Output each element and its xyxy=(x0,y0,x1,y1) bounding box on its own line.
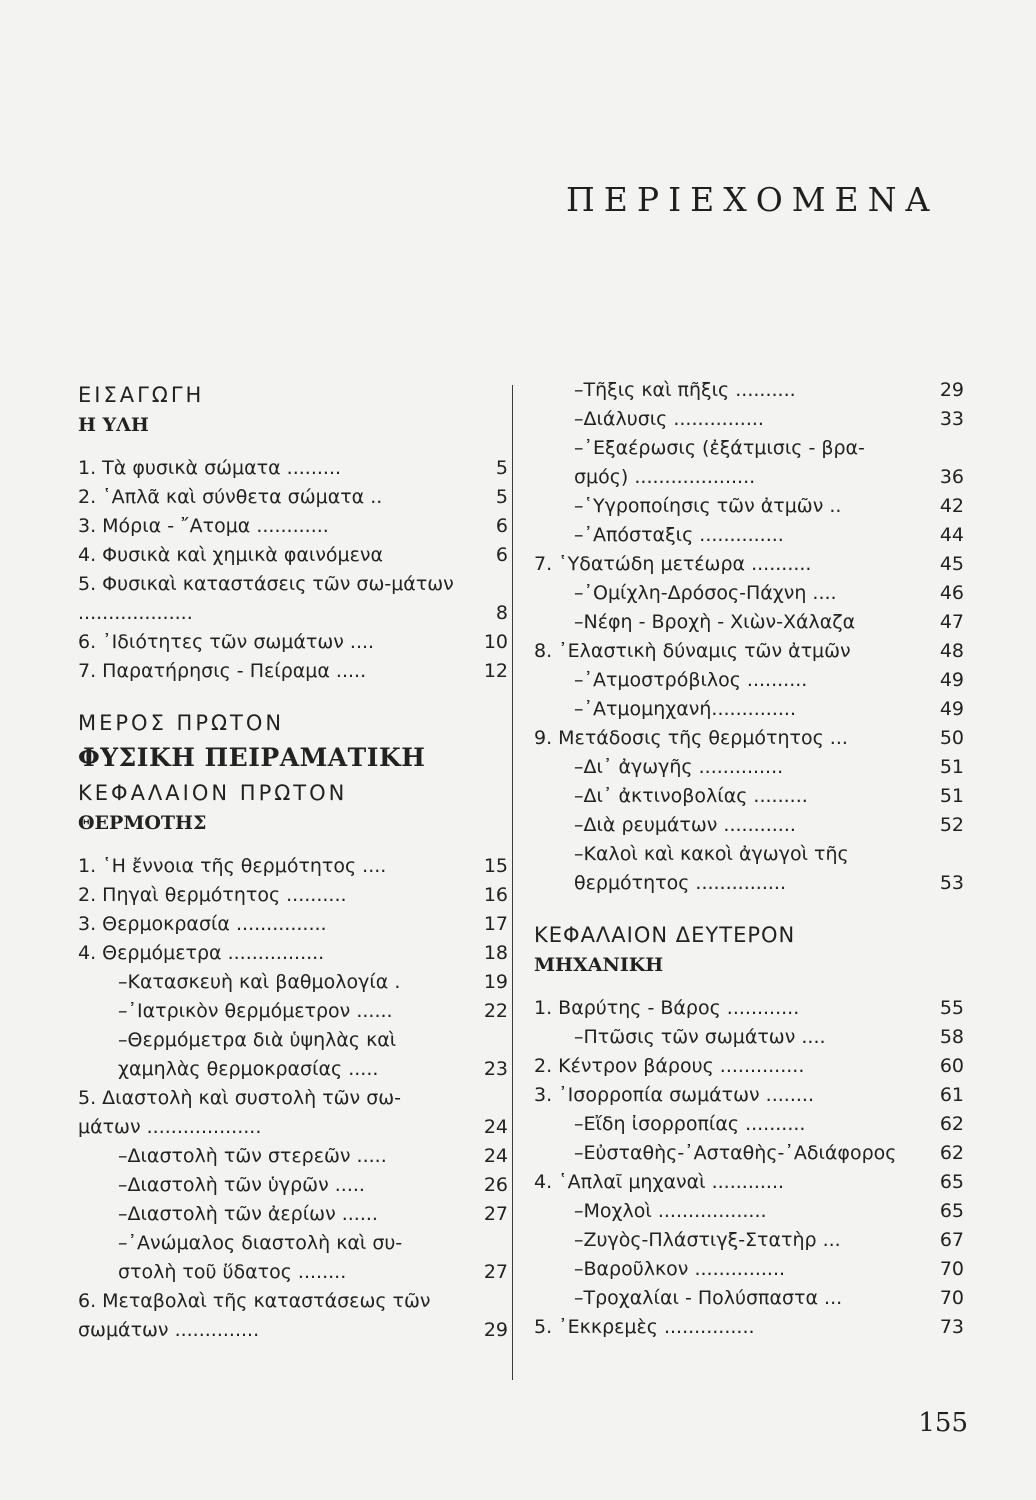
toc-entry-page: 36 xyxy=(939,466,964,488)
intro-subheading: Η ΥΛΗ xyxy=(78,414,149,436)
toc-entry-page: 5 xyxy=(495,486,508,508)
toc-entry xyxy=(534,840,964,898)
toc-entry xyxy=(78,939,508,968)
toc-entry xyxy=(78,1287,508,1345)
toc-entry xyxy=(534,1052,964,1081)
toc-entry-label: –Διαστολὴ τῶν στερεῶν ..... xyxy=(118,1145,387,1167)
toc-entry-label: 6. ᾿Ιδιότητες τῶν σωμάτων .... xyxy=(78,631,375,653)
toc-entry xyxy=(534,492,964,521)
toc-entry xyxy=(534,1110,964,1139)
toc-entry-page: 23 xyxy=(483,1058,508,1080)
toc-entry-page: 27 xyxy=(483,1261,508,1283)
toc-entry-page: 24 xyxy=(483,1145,508,1167)
toc-entry-page: 44 xyxy=(939,524,964,546)
toc-entry xyxy=(534,1255,964,1284)
toc-entry xyxy=(78,1026,508,1084)
page-number: 155 xyxy=(918,1408,968,1438)
toc-entry xyxy=(534,994,964,1023)
toc-entry xyxy=(78,1171,508,1200)
toc-entry-label: 2. Πηγαὶ θερμότητος .......... xyxy=(78,884,347,906)
toc-entry xyxy=(78,1229,508,1287)
toc-entry xyxy=(78,512,508,541)
toc-entry-page: 6 xyxy=(495,515,508,537)
toc-entry-page: 51 xyxy=(939,756,964,778)
toc-entry xyxy=(534,1313,964,1342)
toc-entry-page: 49 xyxy=(939,669,964,691)
toc-entry-label: 8. ᾿Ελαστικὴ δύναμις τῶν ἀτμῶν xyxy=(534,640,851,662)
toc-entry-label: 2. Κέντρον βάρους .............. xyxy=(534,1055,805,1077)
toc-entry-label: 4. ῾Απλαῖ μηχαναὶ ............ xyxy=(534,1171,785,1193)
toc-entry-page: 67 xyxy=(939,1229,964,1251)
toc-entry xyxy=(534,1139,964,1168)
toc-entry xyxy=(78,968,508,997)
toc-entry xyxy=(78,997,508,1026)
toc-entry-label: –Μοχλοὶ .................. xyxy=(574,1200,767,1222)
toc-entry-label: –Τροχαλίαι - Πολύσπαστα ... xyxy=(574,1287,843,1309)
toc-entry-label: 1. Τὰ φυσικὰ σώματα ......... xyxy=(78,457,342,479)
toc-entry xyxy=(78,1142,508,1171)
toc-entry-page: 8 xyxy=(495,602,508,624)
toc-entry-page: 22 xyxy=(483,1000,508,1022)
toc-entry xyxy=(534,376,964,405)
part-heading: ΜΕΡΟΣ ΠΡΩΤΟΝ xyxy=(78,711,285,735)
toc-entry-label: –᾿Ατμομηχανή.............. xyxy=(574,698,796,720)
left-column xyxy=(78,380,508,1345)
toc-entry xyxy=(78,1084,508,1142)
toc-entry-label: –Δι᾿ ἀκτινοβολίας ......... xyxy=(574,785,808,807)
toc-entry xyxy=(534,550,964,579)
toc-entry-page: 16 xyxy=(483,884,508,906)
toc-entry xyxy=(534,637,964,666)
toc-entry-page: 58 xyxy=(939,1026,964,1048)
right-column xyxy=(534,376,964,1342)
toc-entry-label: –Διάλυσις ............... xyxy=(574,408,764,430)
toc-entry-page: 55 xyxy=(939,997,964,1019)
toc-entry xyxy=(534,1197,964,1226)
toc-entry-page: 73 xyxy=(939,1316,964,1338)
toc-entry-label: 4. Φυσικὰ καὶ χημικὰ φαινόμενα xyxy=(78,544,384,566)
toc-entry-page: 29 xyxy=(939,379,964,401)
toc-entry-label: –Διαστολὴ τῶν ἀερίων ...... xyxy=(118,1203,378,1225)
toc-entry-page: 27 xyxy=(483,1203,508,1225)
toc-entry-page: 53 xyxy=(939,872,964,894)
toc-entry-page: 65 xyxy=(939,1171,964,1193)
toc-entry-page: 47 xyxy=(939,611,964,633)
toc-entry-page: 61 xyxy=(939,1084,964,1106)
toc-entry-label: 5. ᾿Εκκρεμὲς ............... xyxy=(534,1316,755,1338)
chapter-title: ΘΕΡΜΟΤΗΣ xyxy=(78,812,207,834)
toc-entry xyxy=(78,628,508,657)
toc-entry-label: 5. Φυσικαὶ καταστάσεις τῶν σω-μάτων ................... xyxy=(78,573,454,624)
toc-entry xyxy=(78,570,508,628)
toc-entry-label: 6. Μεταβολαὶ τῆς καταστάσεως τῶν σωμάτων .............. xyxy=(78,1290,431,1341)
toc-entry-label: 2. ῾Απλᾶ καὶ σύνθετα σώματα .. xyxy=(78,486,383,508)
toc-entry-label: –Δι᾿ ἀγωγῆς .............. xyxy=(574,756,784,778)
toc-entry-label: –Διὰ ρευμάτων ............ xyxy=(574,814,796,836)
toc-entry xyxy=(534,1226,964,1255)
toc-entry-label: –᾿Απόσταξις .............. xyxy=(574,524,784,546)
toc-entry-page: 60 xyxy=(939,1055,964,1077)
toc-entry-label: –Νέφη - Βροχὴ - Χιὼν-Χάλαζα xyxy=(574,611,856,633)
toc-entry-page: 65 xyxy=(939,1200,964,1222)
toc-entry-label: –Εἴδη ἰσορροπίας .......... xyxy=(574,1113,806,1135)
toc-entry-label: –Διαστολὴ τῶν ὑγρῶν ..... xyxy=(118,1174,365,1196)
toc-entry xyxy=(534,1284,964,1313)
toc-entry-label: –᾿Ιατρικὸν θερμόμετρον ...... xyxy=(118,1000,393,1022)
toc-entry xyxy=(78,910,508,939)
toc-entry-label: –Κατασκευὴ καὶ βαθμολογία . xyxy=(118,971,401,993)
toc-entry-label: 7. ῾Υδατώδη μετέωρα .......... xyxy=(534,553,812,575)
toc-entry-label: 1. Βαρύτης - Βάρος ............ xyxy=(534,997,800,1019)
toc-entry-page: 10 xyxy=(483,631,508,653)
toc-entry xyxy=(534,811,964,840)
toc-entry-label: –᾿Ομίχλη-Δρόσος-Πάχνη .... xyxy=(574,582,837,604)
toc-entry xyxy=(78,881,508,910)
toc-entry xyxy=(534,724,964,753)
toc-entry xyxy=(534,434,964,492)
toc-entry-page: 5 xyxy=(495,457,508,479)
toc-entry-label: 4. Θερμόμετρα ................ xyxy=(78,942,325,964)
toc-entry xyxy=(534,1023,964,1052)
toc-entry-page: 17 xyxy=(483,913,508,935)
toc-entry-page: 33 xyxy=(939,408,964,430)
toc-entry-label: –Πτῶσις τῶν σωμάτων .... xyxy=(574,1026,826,1048)
toc-entry-label: –Θερμόμετρα διὰ ὑψηλὰς καὶ χαμηλὰς θερμοκρασίας ..... xyxy=(118,1029,397,1080)
toc-entry-label: –῾Υγροποίησις τῶν ἀτμῶν .. xyxy=(574,495,842,517)
chapter-title-2: ΜΗΧΑΝΙΚΗ xyxy=(534,954,664,976)
toc-entry xyxy=(534,666,964,695)
toc-entry-label: 3. ᾿Ισορροπία σωμάτων ........ xyxy=(534,1084,814,1106)
toc-entry xyxy=(78,483,508,512)
toc-entry-page: 19 xyxy=(483,971,508,993)
toc-entry xyxy=(78,454,508,483)
toc-entry xyxy=(534,608,964,637)
toc-entry-page: 51 xyxy=(939,785,964,807)
toc-entry-label: 5. Διαστολὴ καὶ συστολὴ τῶν σω-μάτων ................... xyxy=(78,1087,402,1138)
toc-entry-label: –Τῆξις καὶ πῆξις .......... xyxy=(574,379,796,401)
toc-entry-page: 12 xyxy=(483,660,508,682)
toc-entry-page: 24 xyxy=(483,1116,508,1138)
toc-entry-label: 3. Θερμοκρασία ............... xyxy=(78,913,327,935)
toc-entry xyxy=(78,852,508,881)
chapter-heading-2: ΚΕΦΑΛΑΙΟΝ ΔΕΥΤΕΡΟΝ xyxy=(534,923,796,947)
toc-entry-label: 1. ῾Η ἔννοια τῆς θερμότητος .... xyxy=(78,855,387,877)
toc-entry-label: –Βαροῦλκον ............... xyxy=(574,1258,786,1280)
toc-entry-page: 70 xyxy=(939,1258,964,1280)
toc-entry xyxy=(534,753,964,782)
toc-entry-label: –᾿Ατμοστρόβιλος .......... xyxy=(574,669,808,691)
toc-entry-page: 62 xyxy=(939,1113,964,1135)
toc-entry xyxy=(78,1200,508,1229)
toc-entry-page: 48 xyxy=(939,640,964,662)
part-title: ΦΥΣΙΚΗ ΠΕΙΡΑΜΑΤΙΚΗ xyxy=(78,743,426,772)
toc-entry xyxy=(534,1168,964,1197)
toc-entry-page: 70 xyxy=(939,1287,964,1309)
toc-entry-page: 49 xyxy=(939,698,964,720)
toc-entry-page: 18 xyxy=(483,942,508,964)
toc-entry-label: –Καλοὶ καὶ κακοὶ ἀγωγοὶ τῆς θερμότητος ............... xyxy=(574,843,849,894)
toc-entry-page: 26 xyxy=(483,1174,508,1196)
toc-entry-page: 52 xyxy=(939,814,964,836)
page-title: ΠΕΡΙΕΧΟΜΕΝΑ xyxy=(566,180,939,219)
column-divider xyxy=(512,385,513,1380)
toc-entry-page: 6 xyxy=(495,544,508,566)
toc-entry xyxy=(534,782,964,811)
toc-entry-label: 7. Παρατήρησις - Πείραμα ..... xyxy=(78,660,367,682)
toc-entry-label: 3. Μόρια - ῎Ατομα ............ xyxy=(78,515,329,537)
toc-entry-label: 9. Μετάδοσις τῆς θερμότητος ... xyxy=(534,727,848,749)
toc-entry xyxy=(78,657,508,686)
toc-entry-page: 15 xyxy=(483,855,508,877)
toc-entry-page: 62 xyxy=(939,1142,964,1164)
chapter-heading: ΚΕΦΑΛΑΙΟΝ ΠΡΩΤΟΝ xyxy=(78,781,348,805)
toc-entry-label: –᾿Ανώμαλος διαστολὴ καὶ συ-στολὴ τοῦ ὕδατος ........ xyxy=(118,1232,403,1283)
toc-entry-page: 45 xyxy=(939,553,964,575)
toc-entry-label: –᾿Εξαέρωσις (ἐξάτμισις - βρα-σμός) .................... xyxy=(574,437,865,488)
toc-entry xyxy=(534,521,964,550)
toc-entry xyxy=(534,579,964,608)
toc-entry-label: –Εὐσταθὴς-᾿Ασταθὴς-᾿Αδιάφορος xyxy=(574,1142,897,1164)
toc-entry xyxy=(534,1081,964,1110)
toc-entry-page: 46 xyxy=(939,582,964,604)
toc-entry xyxy=(534,405,964,434)
toc-entry-page: 29 xyxy=(483,1319,508,1341)
toc-entry-page: 42 xyxy=(939,495,964,517)
intro-heading: ΕΙΣΑΓΩΓΗ xyxy=(78,383,205,407)
toc-entry-page: 50 xyxy=(939,727,964,749)
toc-entry-label: –Ζυγὸς-Πλάστιγξ-Στατὴρ ... xyxy=(574,1229,841,1251)
toc-entry xyxy=(78,541,508,570)
toc-entry xyxy=(534,695,964,724)
